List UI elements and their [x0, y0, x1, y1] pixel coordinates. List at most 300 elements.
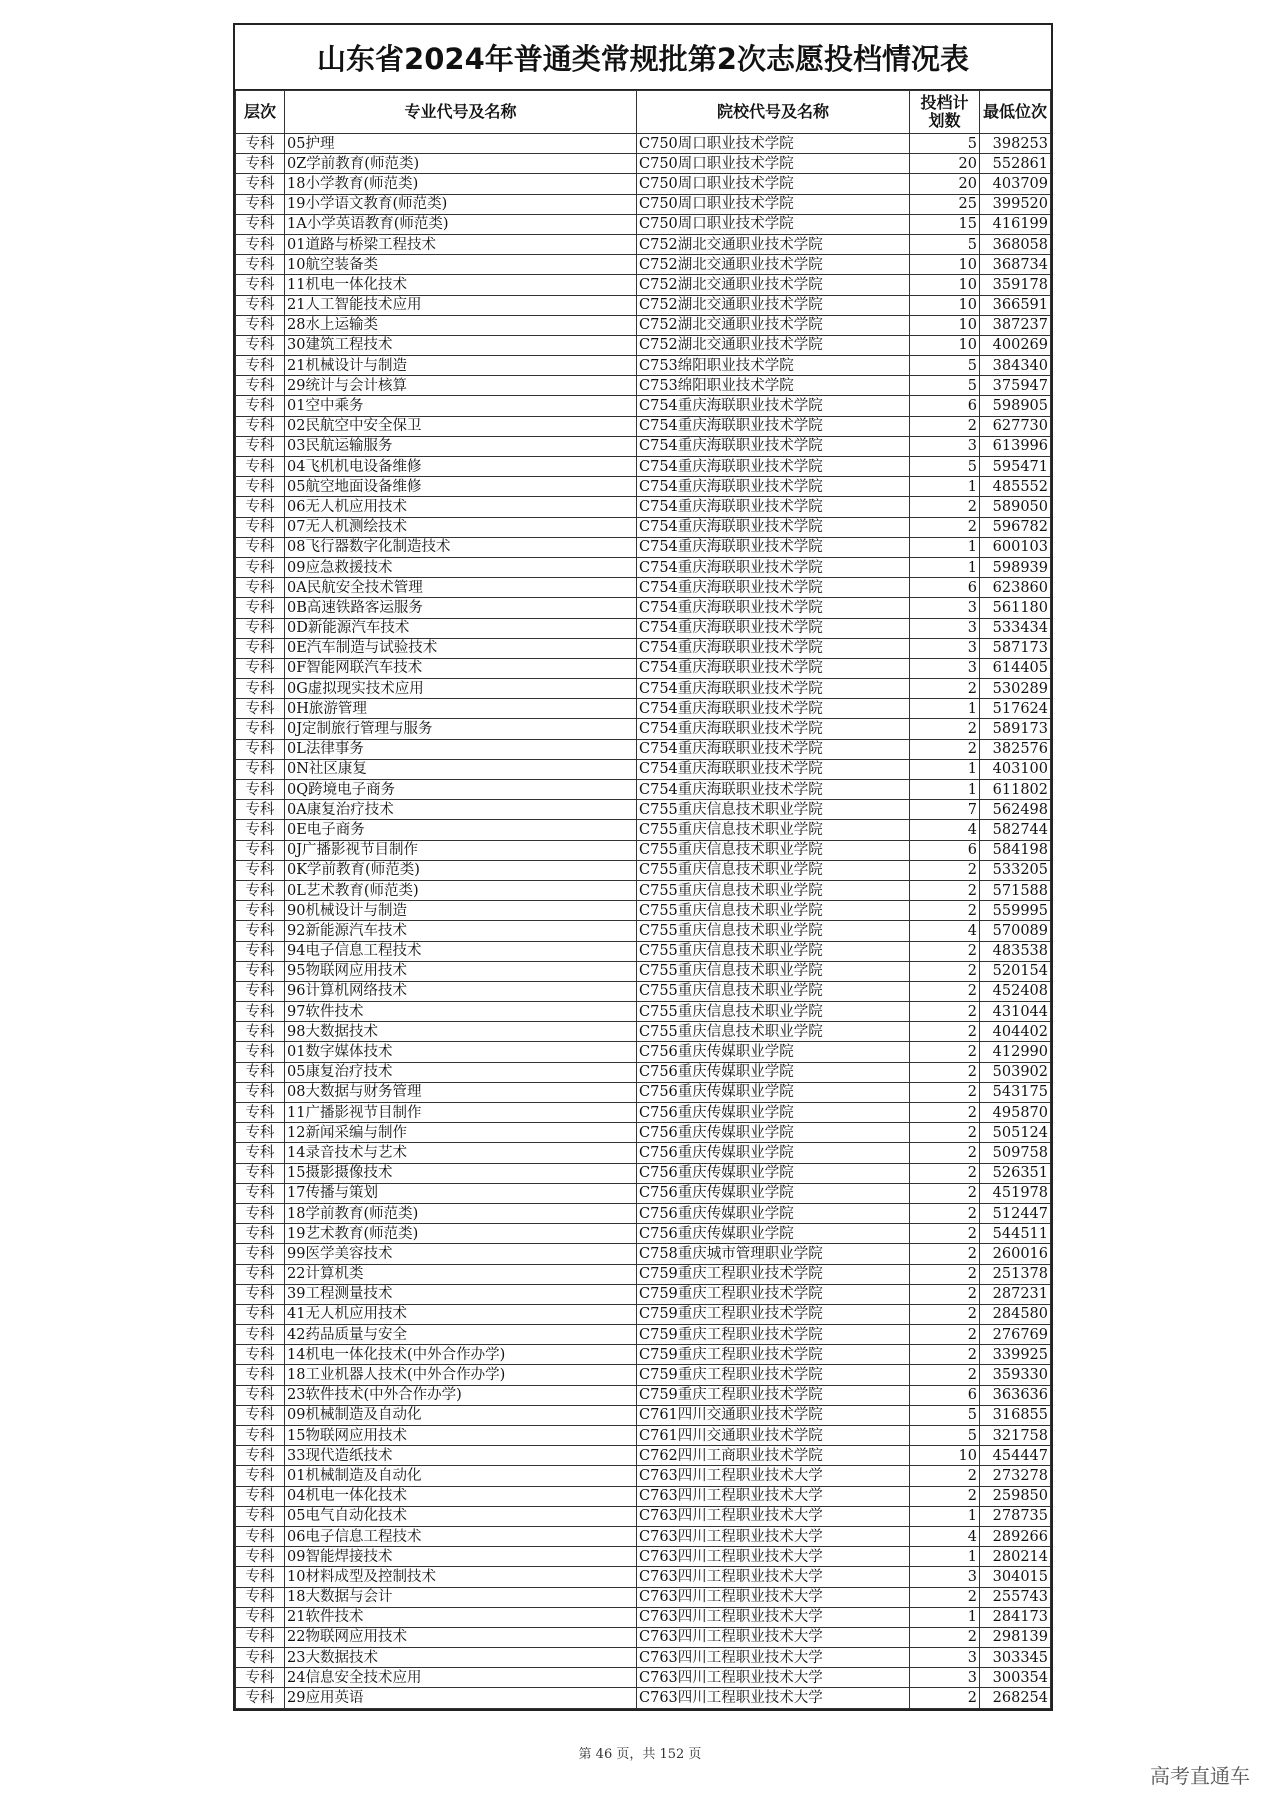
cell-level: 专科	[236, 1486, 285, 1506]
cell-min-rank: 589050	[980, 497, 1051, 517]
cell-level: 专科	[236, 1264, 285, 1284]
cell-major: 21软件技术	[285, 1607, 637, 1627]
cell-school: C763四川工程职业技术大学	[637, 1486, 910, 1506]
cell-plan-count: 25	[910, 194, 980, 214]
cell-school: C756重庆传媒职业学院	[637, 1224, 910, 1244]
cell-major: 01机械制造及自动化	[285, 1466, 637, 1486]
cell-level: 专科	[236, 638, 285, 658]
watermark: 高考直通车	[1150, 1764, 1250, 1788]
table-row	[236, 901, 1051, 921]
cell-major: 19小学语文教育(师范类)	[285, 194, 637, 214]
cell-min-rank: 552861	[980, 154, 1051, 174]
cell-min-rank: 512447	[980, 1203, 1051, 1223]
cell-major: 90机械设计与制造	[285, 901, 637, 921]
cell-school: C754重庆海联职业技术学院	[637, 477, 910, 497]
table-row	[236, 780, 1051, 800]
cell-major: 99医学美容技术	[285, 1244, 637, 1264]
cell-major: 04机电一体化技术	[285, 1486, 637, 1506]
cell-min-rank: 304015	[980, 1567, 1051, 1587]
cell-min-rank: 589173	[980, 719, 1051, 739]
cell-level: 专科	[236, 356, 285, 376]
cell-level: 专科	[236, 477, 285, 497]
cell-min-rank: 483538	[980, 941, 1051, 961]
cell-min-rank: 363636	[980, 1385, 1051, 1405]
cell-min-rank: 613996	[980, 436, 1051, 456]
cell-min-rank: 300354	[980, 1668, 1051, 1688]
col-header-level: 层次	[236, 91, 285, 134]
cell-major: 0H旅游管理	[285, 699, 637, 719]
col-header-min-rank: 最低位次	[980, 91, 1051, 134]
cell-major: 30建筑工程技术	[285, 335, 637, 355]
table-row	[236, 1668, 1051, 1688]
cell-major: 94电子信息工程技术	[285, 941, 637, 961]
table-row	[236, 739, 1051, 759]
cell-min-rank: 284173	[980, 1607, 1051, 1627]
table-row	[236, 860, 1051, 880]
cell-level: 专科	[236, 981, 285, 1001]
cell-level: 专科	[236, 901, 285, 921]
cell-plan-count: 10	[910, 1446, 980, 1466]
table-row	[236, 921, 1051, 941]
table-row	[236, 335, 1051, 355]
cell-level: 专科	[236, 578, 285, 598]
cell-major: 19艺术教育(师范类)	[285, 1224, 637, 1244]
cell-major: 08飞行器数字化制造技术	[285, 537, 637, 557]
cell-school: C758重庆城市管理职业学院	[637, 1244, 910, 1264]
cell-major: 03民航运输服务	[285, 436, 637, 456]
table-row	[236, 1042, 1051, 1062]
cell-plan-count: 5	[910, 1426, 980, 1446]
cell-plan-count: 3	[910, 1668, 980, 1688]
cell-min-rank: 298139	[980, 1627, 1051, 1647]
table-row	[236, 1345, 1051, 1365]
cell-min-rank: 611802	[980, 780, 1051, 800]
cell-plan-count: 5	[910, 457, 980, 477]
cell-major: 05康复治疗技术	[285, 1062, 637, 1082]
table-row	[236, 134, 1051, 154]
table-row	[236, 255, 1051, 275]
cell-level: 专科	[236, 1648, 285, 1668]
cell-school: C763四川工程职业技术大学	[637, 1627, 910, 1647]
table-row	[236, 598, 1051, 618]
table-row	[236, 658, 1051, 678]
cell-school: C761四川交通职业技术学院	[637, 1426, 910, 1446]
cell-plan-count: 2	[910, 1203, 980, 1223]
cell-plan-count: 2	[910, 1284, 980, 1304]
cell-plan-count: 15	[910, 214, 980, 234]
cell-min-rank: 505124	[980, 1123, 1051, 1143]
cell-school: C763四川工程职业技术大学	[637, 1668, 910, 1688]
cell-major: 23大数据技术	[285, 1648, 637, 1668]
cell-level: 专科	[236, 537, 285, 557]
cell-plan-count: 1	[910, 1547, 980, 1567]
cell-major: 14机电一体化技术(中外合作办学)	[285, 1345, 637, 1365]
cell-level: 专科	[236, 517, 285, 537]
cell-min-rank: 399520	[980, 194, 1051, 214]
cell-major: 18工业机器人技术(中外合作办学)	[285, 1365, 637, 1385]
cell-plan-count: 5	[910, 134, 980, 154]
cell-min-rank: 598939	[980, 557, 1051, 577]
table-row	[236, 578, 1051, 598]
cell-min-rank: 366591	[980, 295, 1051, 315]
cell-school: C759重庆工程职业技术学院	[637, 1345, 910, 1365]
cell-school: C754重庆海联职业技术学院	[637, 557, 910, 577]
cell-plan-count: 10	[910, 255, 980, 275]
cell-min-rank: 280214	[980, 1547, 1051, 1567]
cell-school: C763四川工程职业技术大学	[637, 1607, 910, 1627]
cell-school: C756重庆传媒职业学院	[637, 1062, 910, 1082]
cell-major: 0N社区康复	[285, 759, 637, 779]
cell-major: 0J广播影视节目制作	[285, 840, 637, 860]
cell-plan-count: 2	[910, 1163, 980, 1183]
cell-plan-count: 1	[910, 537, 980, 557]
table-row	[236, 679, 1051, 699]
table-row	[236, 1163, 1051, 1183]
cell-level: 专科	[236, 1103, 285, 1123]
cell-plan-count: 2	[910, 1325, 980, 1345]
cell-min-rank: 561180	[980, 598, 1051, 618]
cell-school: C752湖北交通职业技术学院	[637, 234, 910, 254]
cell-major: 95物联网应用技术	[285, 961, 637, 981]
cell-min-rank: 559995	[980, 901, 1051, 921]
cell-major: 29应用英语	[285, 1688, 637, 1708]
cell-major: 11广播影视节目制作	[285, 1103, 637, 1123]
cell-level: 专科	[236, 1183, 285, 1203]
cell-school: C759重庆工程职业技术学院	[637, 1365, 910, 1385]
cell-level: 专科	[236, 1062, 285, 1082]
cell-level: 专科	[236, 800, 285, 820]
cell-plan-count: 2	[910, 1345, 980, 1365]
cell-school: C754重庆海联职业技术学院	[637, 537, 910, 557]
cell-school: C762四川工商职业技术学院	[637, 1446, 910, 1466]
cell-school: C763四川工程职业技术大学	[637, 1688, 910, 1708]
cell-min-rank: 255743	[980, 1587, 1051, 1607]
cell-level: 专科	[236, 679, 285, 699]
cell-school: C755重庆信息技术职业学院	[637, 840, 910, 860]
cell-min-rank: 587173	[980, 638, 1051, 658]
cell-plan-count: 6	[910, 396, 980, 416]
table-row	[236, 981, 1051, 1001]
cell-major: 0G虚拟现实技术应用	[285, 679, 637, 699]
cell-school: C756重庆传媒职业学院	[637, 1103, 910, 1123]
cell-plan-count: 3	[910, 658, 980, 678]
table-row	[236, 1426, 1051, 1446]
cell-level: 专科	[236, 1526, 285, 1546]
cell-level: 专科	[236, 739, 285, 759]
table-row	[236, 315, 1051, 335]
cell-plan-count: 2	[910, 416, 980, 436]
cell-plan-count: 2	[910, 1123, 980, 1143]
cell-major: 0A康复治疗技术	[285, 800, 637, 820]
table-row	[236, 1103, 1051, 1123]
cell-level: 专科	[236, 921, 285, 941]
cell-level: 专科	[236, 1143, 285, 1163]
cell-min-rank: 451978	[980, 1183, 1051, 1203]
cell-min-rank: 562498	[980, 800, 1051, 820]
cell-min-rank: 533205	[980, 860, 1051, 880]
cell-school: C754重庆海联职业技术学院	[637, 759, 910, 779]
table-row	[236, 1143, 1051, 1163]
cell-plan-count: 5	[910, 1405, 980, 1425]
cell-school: C752湖北交通职业技术学院	[637, 315, 910, 335]
cell-plan-count: 2	[910, 860, 980, 880]
cell-plan-count: 2	[910, 1244, 980, 1264]
cell-major: 09智能焊接技术	[285, 1547, 637, 1567]
col-header-major: 专业代号及名称	[285, 91, 637, 134]
cell-school: C752湖北交通职业技术学院	[637, 335, 910, 355]
cell-level: 专科	[236, 1567, 285, 1587]
table-row	[236, 1567, 1051, 1587]
cell-plan-count: 5	[910, 234, 980, 254]
cell-major: 0L法律事务	[285, 739, 637, 759]
cell-school: C754重庆海联职业技术学院	[637, 699, 910, 719]
cell-level: 专科	[236, 780, 285, 800]
cell-plan-count: 2	[910, 880, 980, 900]
cell-plan-count: 20	[910, 174, 980, 194]
cell-school: C755重庆信息技术职业学院	[637, 981, 910, 1001]
table-row	[236, 1526, 1051, 1546]
cell-min-rank: 251378	[980, 1264, 1051, 1284]
cell-plan-count: 3	[910, 436, 980, 456]
admission-table	[235, 90, 1051, 1709]
table-row	[236, 1607, 1051, 1627]
cell-school: C756重庆传媒职业学院	[637, 1203, 910, 1223]
cell-major: 0L艺术教育(师范类)	[285, 880, 637, 900]
table-row	[236, 1325, 1051, 1345]
cell-level: 专科	[236, 699, 285, 719]
cell-major: 18学前教育(师范类)	[285, 1203, 637, 1223]
table-row	[236, 436, 1051, 456]
cell-major: 0D新能源汽车技术	[285, 618, 637, 638]
cell-min-rank: 495870	[980, 1103, 1051, 1123]
cell-level: 专科	[236, 598, 285, 618]
cell-school: C754重庆海联职业技术学院	[637, 780, 910, 800]
table-row	[236, 719, 1051, 739]
cell-level: 专科	[236, 1587, 285, 1607]
cell-major: 33现代造纸技术	[285, 1446, 637, 1466]
cell-min-rank: 627730	[980, 416, 1051, 436]
cell-school: C754重庆海联职业技术学院	[637, 638, 910, 658]
cell-plan-count: 2	[910, 1143, 980, 1163]
cell-school: C763四川工程职业技术大学	[637, 1526, 910, 1546]
cell-school: C755重庆信息技术职业学院	[637, 820, 910, 840]
cell-min-rank: 260016	[980, 1244, 1051, 1264]
cell-level: 专科	[236, 1688, 285, 1708]
table-row	[236, 1365, 1051, 1385]
cell-min-rank: 623860	[980, 578, 1051, 598]
table-row	[236, 759, 1051, 779]
cell-school: C756重庆传媒职业学院	[637, 1123, 910, 1143]
cell-major: 18大数据与会计	[285, 1587, 637, 1607]
table-row	[236, 557, 1051, 577]
cell-level: 专科	[236, 214, 285, 234]
cell-major: 96计算机网络技术	[285, 981, 637, 1001]
cell-major: 41无人机应用技术	[285, 1304, 637, 1324]
cell-min-rank: 454447	[980, 1446, 1051, 1466]
cell-min-rank: 614405	[980, 658, 1051, 678]
cell-major: 23软件技术(中外合作办学)	[285, 1385, 637, 1405]
cell-plan-count: 2	[910, 1224, 980, 1244]
cell-level: 专科	[236, 1123, 285, 1143]
cell-level: 专科	[236, 315, 285, 335]
cell-school: C763四川工程职业技术大学	[637, 1547, 910, 1567]
cell-school: C763四川工程职业技术大学	[637, 1506, 910, 1526]
cell-plan-count: 3	[910, 638, 980, 658]
cell-plan-count: 2	[910, 941, 980, 961]
cell-min-rank: 509758	[980, 1143, 1051, 1163]
cell-level: 专科	[236, 880, 285, 900]
cell-major: 05护理	[285, 134, 637, 154]
cell-level: 专科	[236, 174, 285, 194]
cell-major: 42药品质量与安全	[285, 1325, 637, 1345]
cell-major: 10航空装备类	[285, 255, 637, 275]
cell-min-rank: 398253	[980, 134, 1051, 154]
cell-min-rank: 316855	[980, 1405, 1051, 1425]
cell-school: C759重庆工程职业技术学院	[637, 1304, 910, 1324]
cell-major: 0K学前教育(师范类)	[285, 860, 637, 880]
cell-min-rank: 596782	[980, 517, 1051, 537]
cell-plan-count: 1	[910, 759, 980, 779]
table-title: 山东省2024年普通类常规批第2次志愿投档情况表	[235, 25, 1051, 90]
table-row	[236, 416, 1051, 436]
cell-plan-count: 1	[910, 1607, 980, 1627]
table-row	[236, 840, 1051, 860]
cell-level: 专科	[236, 941, 285, 961]
cell-plan-count: 2	[910, 739, 980, 759]
cell-plan-count: 2	[910, 1365, 980, 1385]
cell-school: C755重庆信息技术职业学院	[637, 800, 910, 820]
cell-school: C752湖北交通职业技术学院	[637, 295, 910, 315]
table-row	[236, 537, 1051, 557]
cell-min-rank: 533434	[980, 618, 1051, 638]
cell-level: 专科	[236, 1002, 285, 1022]
cell-min-rank: 503902	[980, 1062, 1051, 1082]
cell-plan-count: 3	[910, 598, 980, 618]
cell-major: 06电子信息工程技术	[285, 1526, 637, 1546]
cell-school: C755重庆信息技术职业学院	[637, 860, 910, 880]
cell-level: 专科	[236, 1163, 285, 1183]
cell-level: 专科	[236, 1042, 285, 1062]
cell-min-rank: 287231	[980, 1284, 1051, 1304]
cell-school: C754重庆海联职业技术学院	[637, 517, 910, 537]
cell-min-rank: 359178	[980, 275, 1051, 295]
cell-school: C763四川工程职业技术大学	[637, 1567, 910, 1587]
cell-level: 专科	[236, 1203, 285, 1223]
table-row	[236, 1486, 1051, 1506]
cell-min-rank: 571588	[980, 880, 1051, 900]
cell-school: C761四川交通职业技术学院	[637, 1405, 910, 1425]
cell-plan-count: 3	[910, 1648, 980, 1668]
cell-school: C750周口职业技术学院	[637, 134, 910, 154]
cell-level: 专科	[236, 1022, 285, 1042]
cell-major: 0A民航安全技术管理	[285, 578, 637, 598]
cell-plan-count: 5	[910, 376, 980, 396]
cell-min-rank: 289266	[980, 1526, 1051, 1546]
cell-school: C750周口职业技术学院	[637, 174, 910, 194]
cell-school: C756重庆传媒职业学院	[637, 1163, 910, 1183]
cell-plan-count: 2	[910, 1062, 980, 1082]
cell-min-rank: 403100	[980, 759, 1051, 779]
cell-min-rank: 431044	[980, 1002, 1051, 1022]
cell-plan-count: 2	[910, 719, 980, 739]
cell-school: C754重庆海联职业技术学院	[637, 416, 910, 436]
table-row	[236, 1405, 1051, 1425]
cell-school: C763四川工程职业技术大学	[637, 1466, 910, 1486]
cell-level: 专科	[236, 820, 285, 840]
cell-level: 专科	[236, 719, 285, 739]
cell-major: 12新闻采编与制作	[285, 1123, 637, 1143]
cell-plan-count: 2	[910, 1042, 980, 1062]
cell-min-rank: 400269	[980, 335, 1051, 355]
table-row	[236, 1284, 1051, 1304]
cell-major: 14录音技术与艺术	[285, 1143, 637, 1163]
cell-plan-count: 5	[910, 356, 980, 376]
table-row	[236, 1587, 1051, 1607]
table-row	[236, 1648, 1051, 1668]
cell-plan-count: 6	[910, 578, 980, 598]
cell-min-rank: 595471	[980, 457, 1051, 477]
cell-plan-count: 2	[910, 1002, 980, 1022]
cell-min-rank: 382576	[980, 739, 1051, 759]
cell-school: C754重庆海联职业技术学院	[637, 396, 910, 416]
table-row	[236, 275, 1051, 295]
cell-major: 22物联网应用技术	[285, 1627, 637, 1647]
cell-level: 专科	[236, 194, 285, 214]
table-row	[236, 1244, 1051, 1264]
table-row	[236, 477, 1051, 497]
cell-major: 97软件技术	[285, 1002, 637, 1022]
cell-major: 08大数据与财务管理	[285, 1082, 637, 1102]
cell-plan-count: 7	[910, 800, 980, 820]
table-row	[236, 1062, 1051, 1082]
cell-level: 专科	[236, 1345, 285, 1365]
cell-major: 05航空地面设备维修	[285, 477, 637, 497]
cell-plan-count: 6	[910, 1385, 980, 1405]
page-number: 第 46 页，共 152 页	[578, 1747, 702, 1762]
table-row	[236, 154, 1051, 174]
table-row	[236, 638, 1051, 658]
table-row	[236, 295, 1051, 315]
cell-major: 0E电子商务	[285, 820, 637, 840]
cell-level: 专科	[236, 1082, 285, 1102]
cell-major: 0Z学前教育(师范类)	[285, 154, 637, 174]
cell-plan-count: 1	[910, 780, 980, 800]
cell-min-rank: 368734	[980, 255, 1051, 275]
table-row	[236, 1022, 1051, 1042]
cell-min-rank: 530289	[980, 679, 1051, 699]
cell-level: 专科	[236, 154, 285, 174]
cell-school: C755重庆信息技术职业学院	[637, 1022, 910, 1042]
cell-major: 28水上运输类	[285, 315, 637, 335]
cell-school: C759重庆工程职业技术学院	[637, 1325, 910, 1345]
cell-min-rank: 526351	[980, 1163, 1051, 1183]
cell-plan-count: 10	[910, 315, 980, 335]
cell-plan-count: 2	[910, 1466, 980, 1486]
cell-major: 21人工智能技术应用	[285, 295, 637, 315]
cell-major: 0E汽车制造与试验技术	[285, 638, 637, 658]
table-row	[236, 1002, 1051, 1022]
cell-level: 专科	[236, 234, 285, 254]
cell-school: C756重庆传媒职业学院	[637, 1183, 910, 1203]
cell-plan-count: 2	[910, 679, 980, 699]
cell-major: 09应急救援技术	[285, 557, 637, 577]
cell-min-rank: 387237	[980, 315, 1051, 335]
cell-level: 专科	[236, 759, 285, 779]
cell-level: 专科	[236, 1304, 285, 1324]
cell-school: C759重庆工程职业技术学院	[637, 1284, 910, 1304]
cell-plan-count: 10	[910, 275, 980, 295]
table-row	[236, 1506, 1051, 1526]
